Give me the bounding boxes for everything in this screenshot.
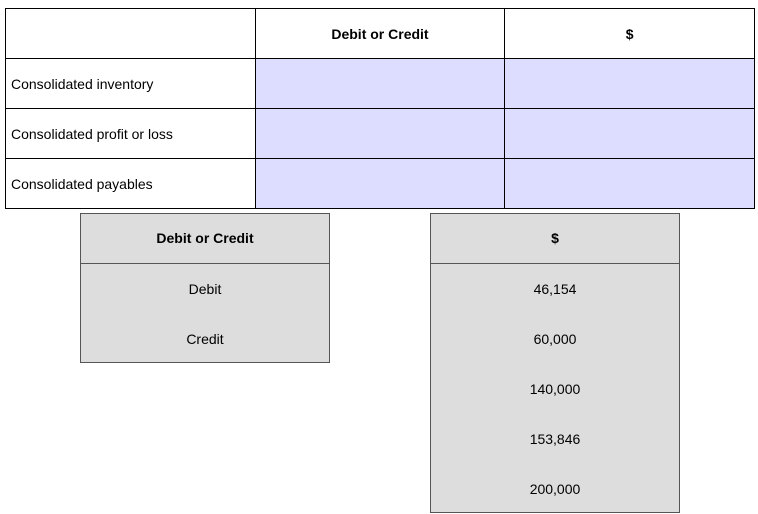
debit-credit-options-panel <box>80 213 330 363</box>
amount-options-panel <box>430 213 680 513</box>
answer-grid <box>5 8 755 209</box>
drop-zone-inventory-debit-credit[interactable] <box>255 59 505 109</box>
option-amount-153846[interactable]: 153,846 <box>529 431 581 447</box>
debit-credit-panel-title: Debit or Credit <box>81 214 329 264</box>
option-amount-200000[interactable]: 200,000 <box>529 481 581 497</box>
header-debit-or-credit: Debit or Credit <box>255 9 505 59</box>
drop-zone-payables-amount[interactable] <box>505 159 755 209</box>
drop-zone-profit-or-loss-debit-credit[interactable] <box>255 109 505 159</box>
option-amount-140000[interactable]: 140,000 <box>529 381 581 397</box>
option-amount-46154[interactable]: 46,154 <box>533 281 577 297</box>
drop-zone-inventory-amount[interactable] <box>505 59 755 109</box>
amount-panel-title: $ <box>431 214 679 264</box>
header-amount: $ <box>505 9 755 59</box>
row-label-payables: Consolidated payables <box>6 159 256 209</box>
option-amount-60000[interactable]: 60,000 <box>533 331 577 347</box>
row-label-inventory: Consolidated inventory <box>6 59 256 109</box>
grid-row-profit-or-loss <box>6 109 755 159</box>
grid-row-payables <box>6 159 755 209</box>
drop-zone-payables-debit-credit[interactable] <box>255 159 505 209</box>
row-label-profit-or-loss: Consolidated profit or loss <box>6 109 256 159</box>
grid-row-inventory <box>6 59 755 109</box>
drop-zone-profit-or-loss-amount[interactable] <box>505 109 755 159</box>
grid-header-row <box>6 9 755 59</box>
option-credit[interactable]: Credit <box>186 331 224 347</box>
option-debit[interactable]: Debit <box>188 281 222 297</box>
grid-corner-cell <box>6 9 256 59</box>
